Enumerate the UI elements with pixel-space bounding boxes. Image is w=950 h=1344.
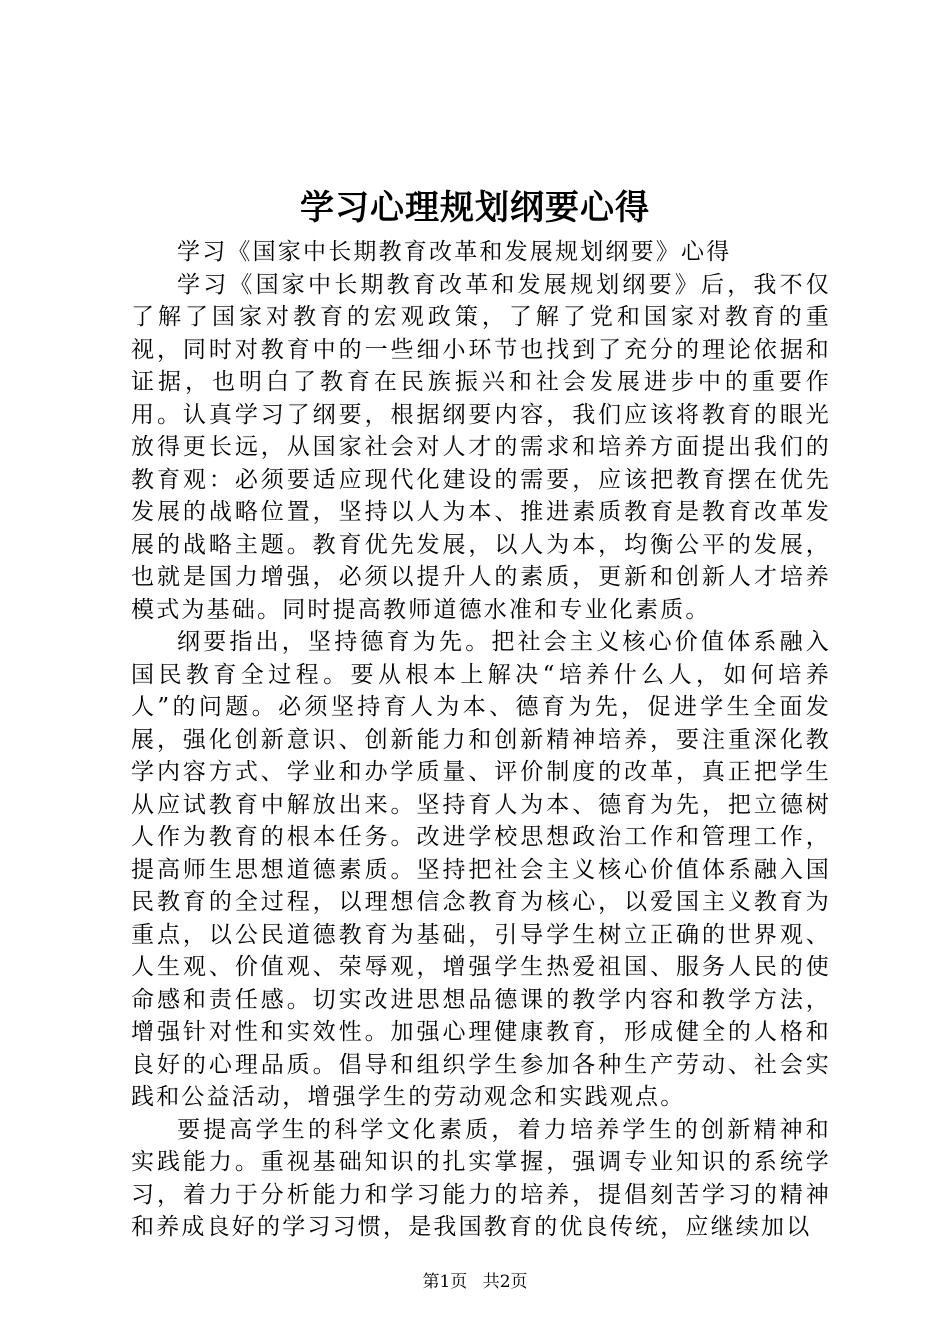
page-total: 共2页 <box>482 1272 528 1292</box>
document-body <box>131 236 831 1244</box>
document-title: 学习心理规划纲要心得 <box>300 188 650 228</box>
paragraph-subtitle: 学习《国家中长期教育改革和发展规划纲要》心得 <box>177 239 732 265</box>
paragraph: 要提高学生的科学文化素质，着力培养学生的创新精神和实践能力。重视基础知识的扎实掌握，强调专业知识的系统学习，着力于分析能力和学习能力的培养，提倡刻苦学习的精神和养成良好的学习习惯，是我国教育的优良传统，应继续加以 <box>131 1116 831 1240</box>
paragraph: 纲要指出，坚持德育为先。把社会主义核心价值体系融入国民教育全过程。要从根本上解决“培养什么人，如何培养人”的问题。必须坚持育人为本、德育为先，促进学生全面发展，强化创新意识、创新能力和创新精神培养，要注重深化教学内容方式、学业和办学质量、评价制度的改革，真正把学生从应试教育中解放出来。坚持育人为本、德育为先，把立德树人作为教育的根本任务。改进学校思想政治工作和管理工作，提高师生思想道德素质。坚持把社会主义核心价值体系融入国民教育的全过程，以理想信念教育为核心，以爱国主义教育为重点，以公民道德教育为基础，引导学生树立正确的世界观、人生观、价值观、荣辱观，增强学生热爱祖国、服务人民的使命感和责任感。切实改进思想品德课的教学内容和教学方法，增强针对性和实效性。加强心理健康教育，形成健全的人格和良好的心理品质。倡导和组织学生参加各种生产劳动、社会实践和公益活动，增强学生的劳动观念和实践观点。 <box>131 629 831 1110</box>
page-footer <box>0 1270 950 1294</box>
paragraph: 学习《国家中长期教育改革和发展规划纲要》后，我不仅了解了国家对教育的宏观政策，了解了党和国家对教育的重视，同时对教育中的一些细小环节也找到了充分的理论依据和证据，也明白了教育在民族振兴和社会发展进步中的重要作用。认真学习了纲要，根据纲要内容，我们应该将教育的眼光放得更长远，从国家社会对人才的需求和培养方面提出我们的教育观：必须要适应现代化建设的需要，应该把教育摆在优先发展的战略位置，坚持以人为本、推进素质教育是教育改革发展的战略主题。教育优先发展，以人为本，均衡公平的发展，也就是国力增强，必须以提升人的素质，更新和创新人才培养模式为基础。同时提高教师道德水准和专业化素质。 <box>131 271 831 623</box>
page-number: 第1页 <box>422 1272 468 1292</box>
